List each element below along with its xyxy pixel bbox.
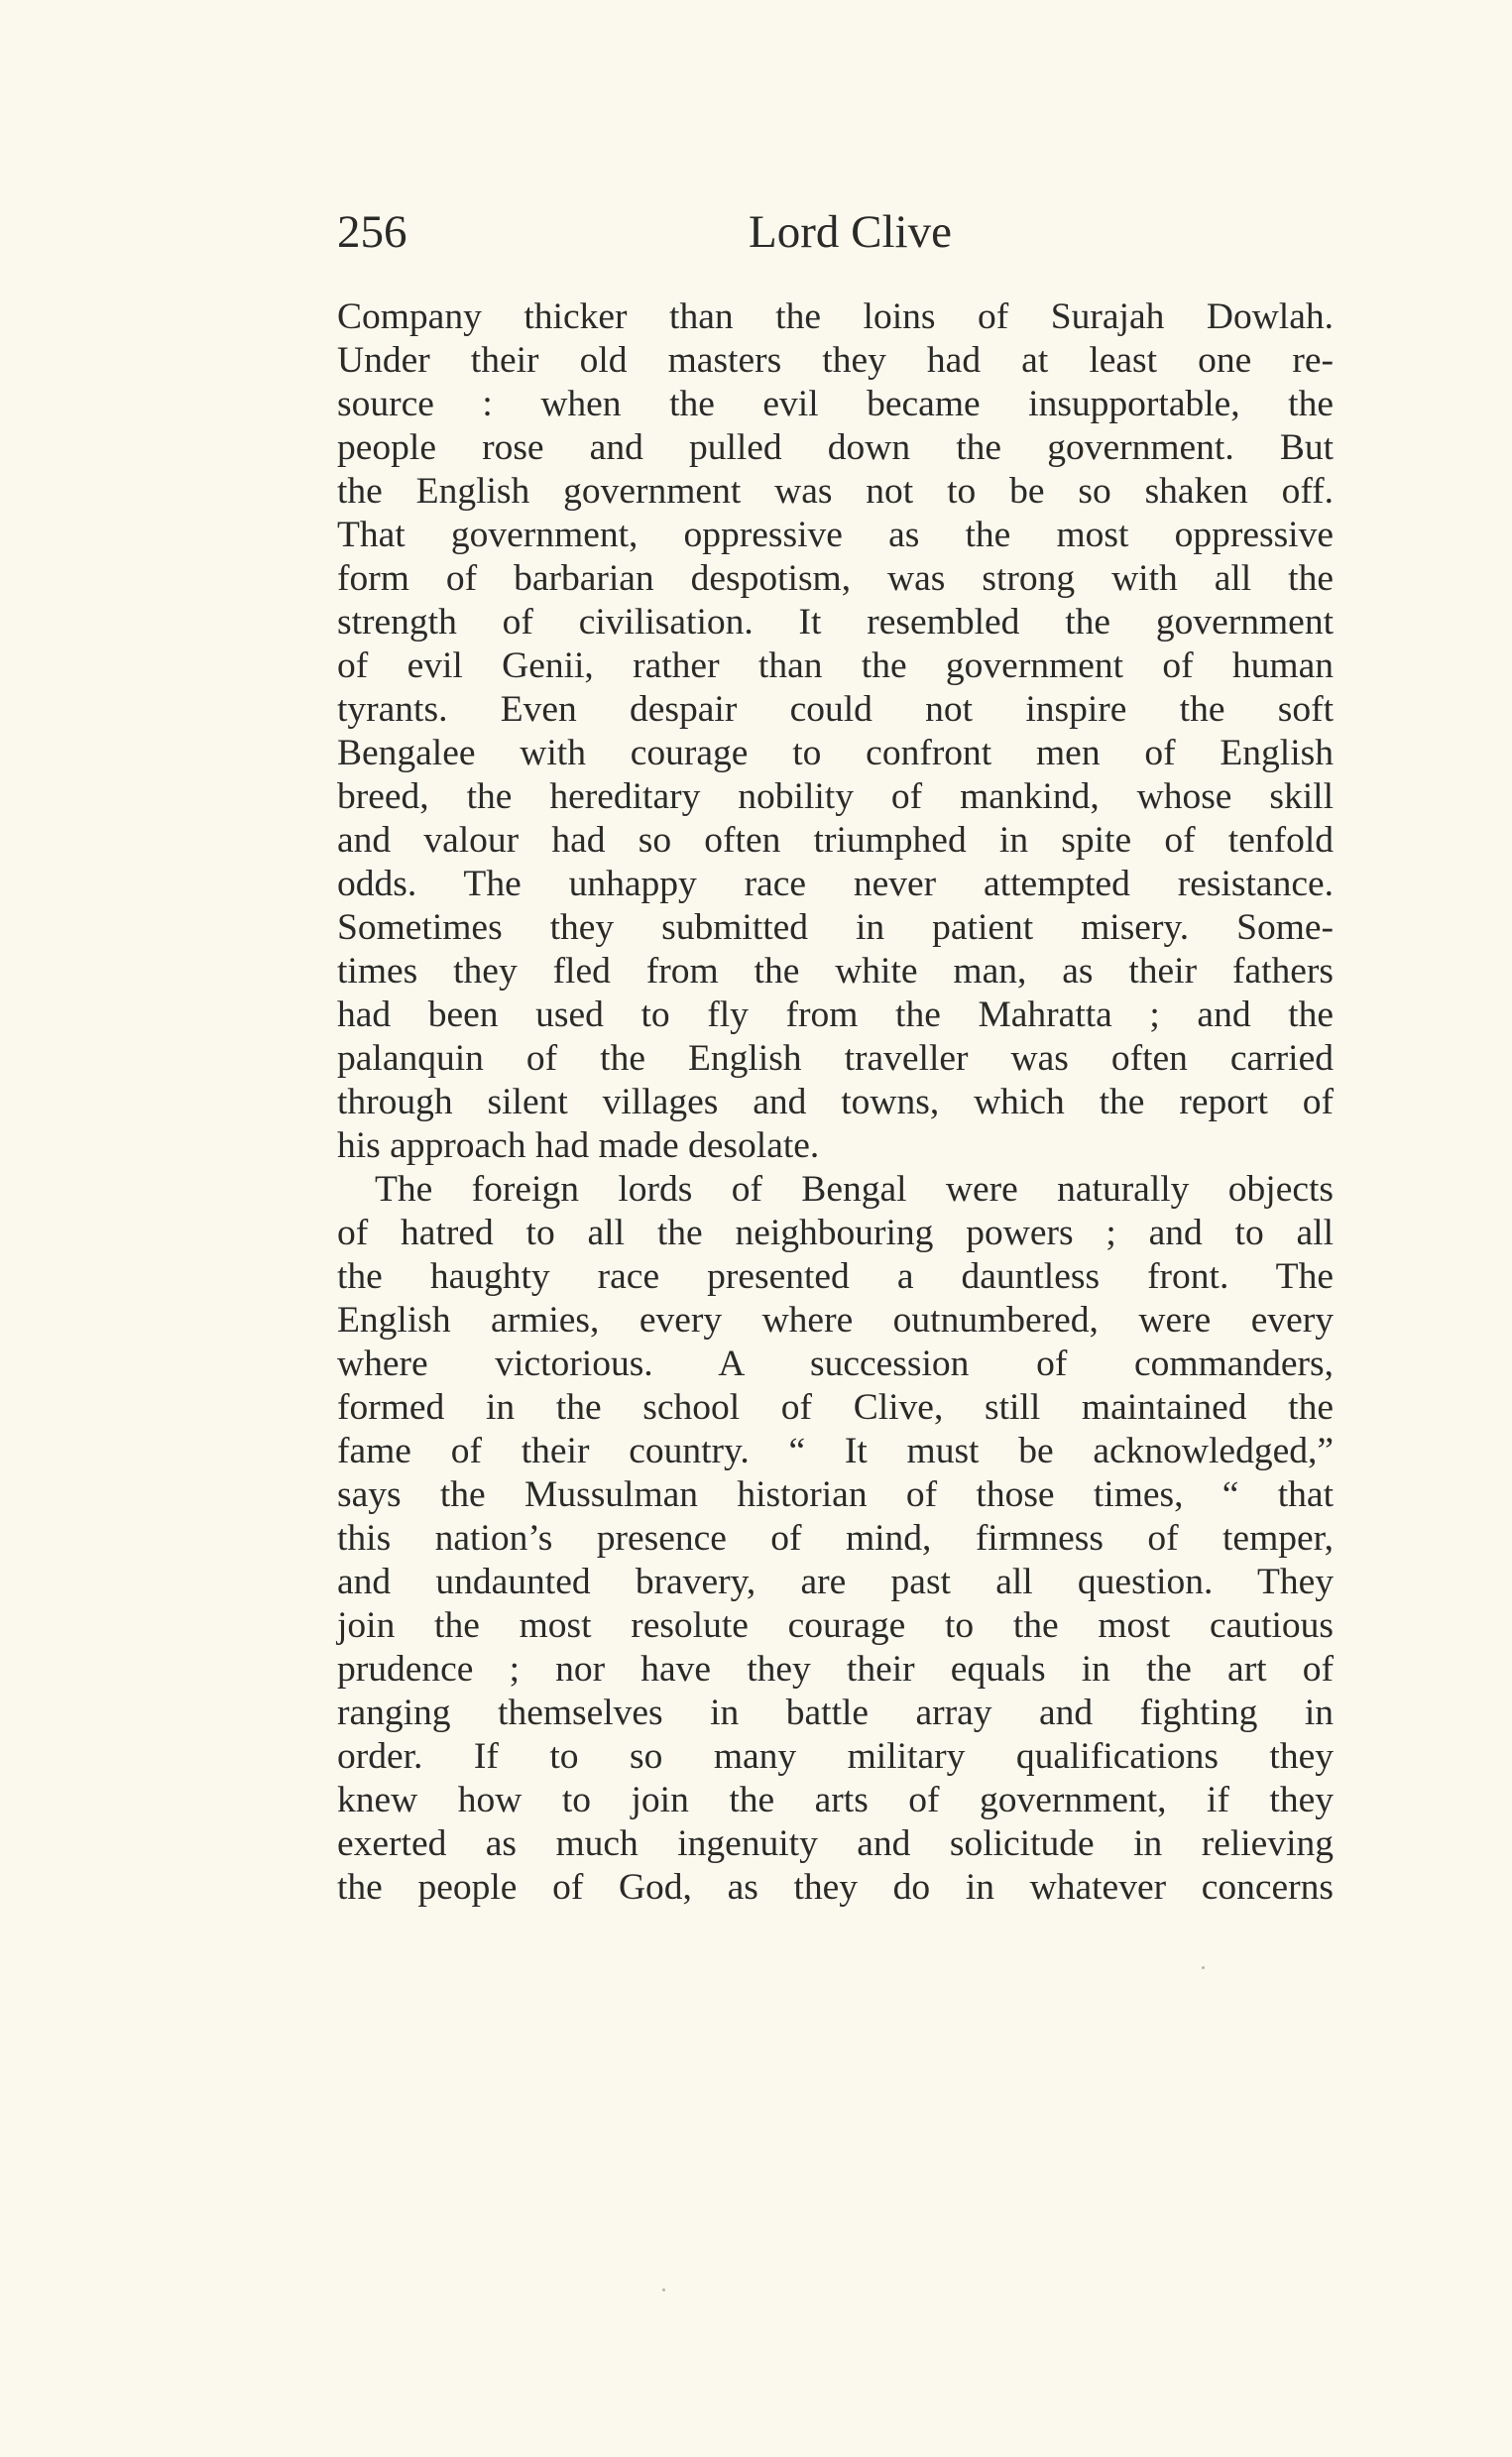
text-line: That government, oppressive as the most oppressive	[337, 515, 1334, 555]
text-line: the haughty race presented a dauntless front. The	[337, 1256, 1334, 1297]
text-line: Company thicker than the loins of Surajah Dowlah.	[337, 296, 1334, 337]
text-line: join the most resolute courage to the most cautious	[337, 1605, 1334, 1646]
text-line: source : when the evil became insupportable, the	[337, 384, 1334, 424]
paragraph-start-line: The foreign lords of Bengal were naturally objects	[375, 1169, 1334, 1210]
text-line: this nation’s presence of mind, firmness of temper,	[337, 1518, 1334, 1559]
text-line: ranging themselves in battle array and fighting in	[337, 1693, 1334, 1733]
paper-speck	[662, 2288, 665, 2291]
text-line: Bengalee with courage to confront men of English	[337, 733, 1334, 773]
paper-speck	[1202, 1966, 1205, 1969]
text-line: palanquin of the English traveller was often carried	[337, 1038, 1334, 1079]
text-line: had been used to fly from the Mahratta ; and the	[337, 994, 1334, 1035]
page-number: 256	[337, 206, 407, 258]
text-line: prudence ; nor have they their equals in the art of	[337, 1649, 1334, 1690]
text-line: exerted as much ingenuity and solicitude in relieving	[337, 1823, 1334, 1864]
text-line: form of barbarian despotism, was strong with all the	[337, 558, 1334, 599]
text-line: order. If to so many military qualifications they	[337, 1736, 1334, 1777]
text-line: formed in the school of Clive, still maintained the	[337, 1387, 1334, 1428]
text-line: through silent villages and towns, which the report of	[337, 1082, 1334, 1122]
text-line: odds. The unhappy race never attempted resistance.	[337, 864, 1334, 904]
text-line: strength of civilisation. It resembled the government	[337, 602, 1334, 643]
body-text	[337, 295, 1334, 1910]
text-line: times they fled from the white man, as their fathers	[337, 951, 1334, 992]
text-line: knew how to join the arts of government, if they	[337, 1780, 1334, 1820]
text-line: Under their old masters they had at least one re-	[337, 340, 1334, 381]
text-line: of evil Genii, rather than the government of human	[337, 645, 1334, 686]
text-line: of hatred to all the neighbouring powers ; and to all	[337, 1213, 1334, 1253]
text-line: people rose and pulled down the government. But	[337, 427, 1334, 468]
text-line: Sometimes they submitted in patient misery. Some-	[337, 907, 1334, 948]
text-line: says the Mussulman historian of those times, “ that	[337, 1474, 1334, 1515]
text-line: English armies, every where outnumbered, were every	[337, 1300, 1334, 1341]
text-line: tyrants. Even despair could not inspire the soft	[337, 689, 1334, 730]
text-line: the people of God, as they do in whatever concerns	[337, 1867, 1334, 1908]
text-line: and valour had so often triumphed in spite of tenfold	[337, 820, 1334, 861]
running-head	[337, 202, 1334, 262]
text-line: breed, the hereditary nobility of mankind, whose skill	[337, 776, 1334, 817]
text-line: where victorious. A succession of commanders,	[337, 1344, 1334, 1384]
text-line: the English government was not to be so shaken off.	[337, 471, 1334, 512]
text-line: fame of their country. “ It must be acknowledged,”	[337, 1431, 1334, 1471]
paragraph-end-line: his approach had made desolate.	[337, 1125, 820, 1166]
text-line: and undaunted bravery, are past all question. They	[337, 1562, 1334, 1602]
running-title: Lord Clive	[749, 206, 952, 258]
